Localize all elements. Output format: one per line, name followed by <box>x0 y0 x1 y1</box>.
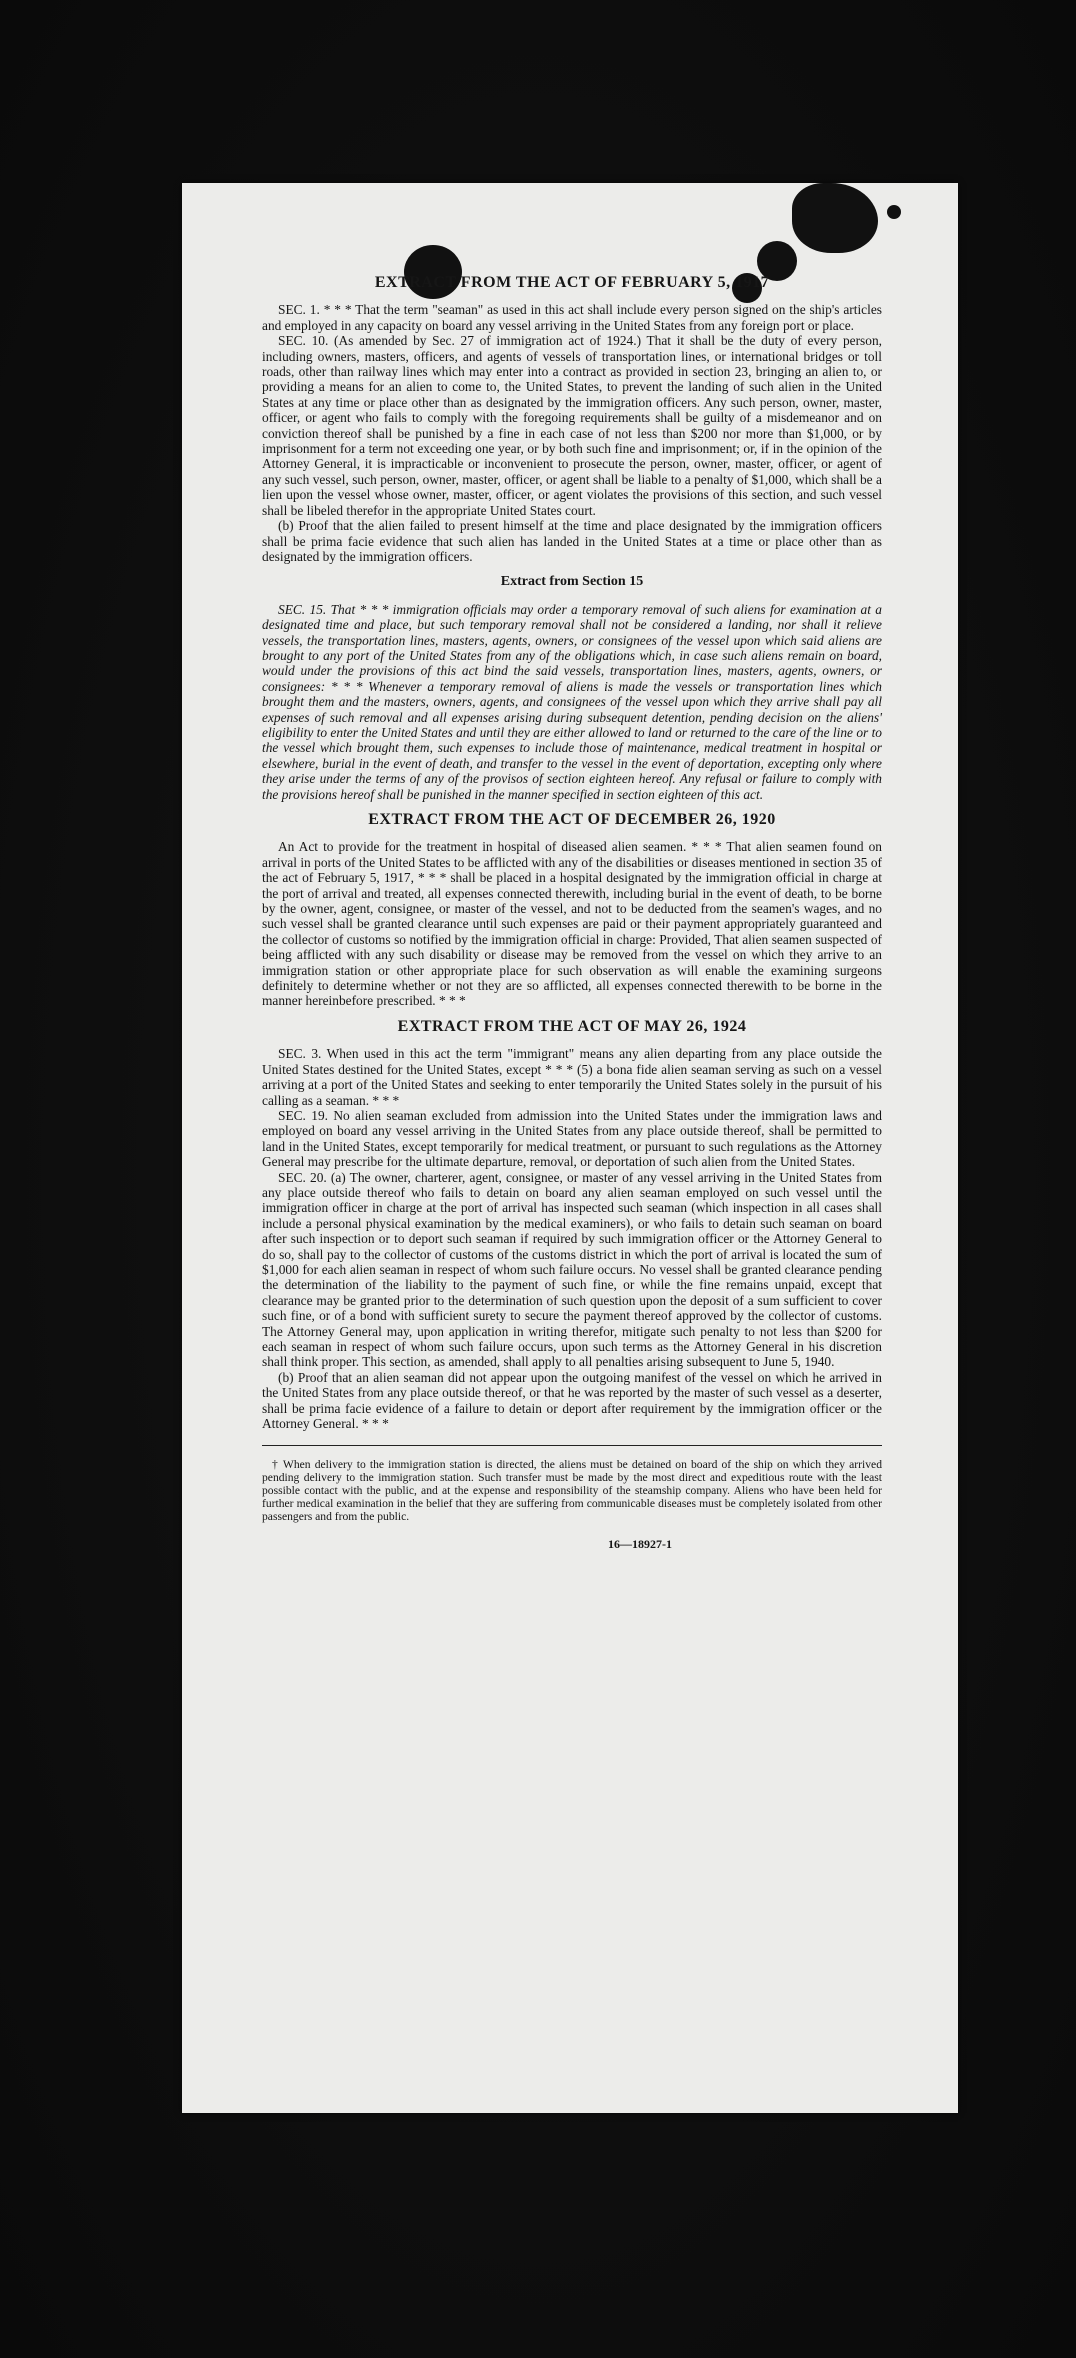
heading-act-1920: EXTRACT FROM THE ACT OF DECEMBER 26, 1920 <box>368 811 776 828</box>
document-body <box>262 265 882 1552</box>
section-10: SEC. 10. (As amended by Sec. 27 of immigration act of 1924.) That it shall be the duty of every person, including owners, masters, officers, and agents of vessels of transportation lines, or international bridges or toll roads, other than railway lines which may enter into a contract as provided in section 23, bringing an alien to, or providing a means for an alien to come to, the United States, to prevent the landing of such alien in the United States at any time or place other than as designated by the immigration officers. Any such person, owner, master, officer, or agent who fails to comply with the foregoing requirements shall be guilty of a misdemeanor and on conviction thereof shall be punished by a fine in each case of not less than $200 nor more than $1,000, or by imprisonment for a term not exceeding one year, or by both such fine and imprisonment; or, if in the opinion of the Attorney General, it is impracticable or inconvenient to prosecute the person, owner, master, officer, or agent of any such vessel, such person, owner, master, officer, or agent shall be liable to a penalty of $1,000, which shall be a lien upon the vessel whose owner, master, officer, or agent violates the provisions of this section, and such vessel shall be libeled therefor in the appropriate United States court. <box>262 333 882 518</box>
section-1: SEC. 1. * * * That the term "seaman" as used in this act shall include every person signed on the ship's articles and employed in any capacity on board any vessel arriving in the United States from any foreign port or place. <box>262 302 882 333</box>
section-20-b: (b) Proof that an alien seaman did not appear upon the outgoing manifest of the vessel on which he arrived in the United States from any place outside thereof, or that he was reported by the master of such vessel as a deserter, shall be prima facie evidence of a failure to detain or deport after requirement by the immigration officer or the Attorney General. * * * <box>262 1369 882 1432</box>
section-20: SEC. 20. (a) The owner, charterer, agent, consignee, or master of any vessel arriving in the United States from any place outside thereof who fails to detain on board any alien seaman employed on such vessel until the immigration officer in charge at the port of arrival has inspected such seaman (which inspection in all cases shall include a personal physical examination by the medical examiners), or who fails to detain such seaman on board after such inspection or to deport such seaman if required by such immigration officer or the Attorney General to do so, shall pay to the collector of customs of the customs district in which the port of arrival is located the sum of $1,000 for each alien seaman in respect of whom such failure occurs. No vessel shall be granted clearance pending the determination of the liability to the payment of such fine, or while the fine remains unpaid, except that clearance may be granted prior to the determination of such question upon the deposit of a sum sufficient to cover such fine, or of a bond with sufficient surety to secure the payment thereof approved by the collector of customs. The Attorney General may, upon application in writing therefor, mitigate such penalty to not less than $200 for each seaman in respect of whom such failure occurs, upon such terms as the Attorney General in his discretion shall think proper. This section, as amended, shall apply to all penalties arising subsequent to June 5, 1940. <box>262 1169 882 1370</box>
form-number: 16—18927-1 <box>608 1537 672 1552</box>
ink-blot-mark <box>792 183 878 253</box>
document-page <box>182 183 958 2113</box>
heading-act-1917: EXTRACT FROM THE ACT OF FEBRUARY 5, 1917 <box>374 274 770 291</box>
ink-blot-mark <box>887 205 901 219</box>
section-15: SEC. 15. That * * * immigration officials may order a temporary removal of such aliens for examination at a designated time and place, but such temporary removal shall not be considered a landing, nor shall it relieve vessels, the transportation lines, masters, agents, owners, or consignees of the vessel upon which said aliens are brought to any port of the United States from any of the obligations which, in case such aliens remain on board, would under the provisions of this act bind the said vessels, transportation lines, masters, agents, owners, or consignees: * * * Whenever a temporary removal of aliens is made the vessels or transportation lines which brought them and the masters, owners, agents, and consignees of the vessel upon which they arrive shall pay all expenses of such removal and all expenses arising during subsequent detention, pending decision on the aliens' eligibility to enter the United States and until they are either allowed to land or returned to the care of the line or to the vessel which brought them, such expenses to include those of maintenance, medical treatment in hospital or elsewhere, burial in the event of death, and transfer to the vessel in the event of deportation, excepting only where they arise under the terms of any of the provisos of section eighteen hereof. Any refusal or failure to comply with the provisions hereof shall be punished in the manner specified in section eighteen of this act. <box>262 601 882 802</box>
section-10-b: (b) Proof that the alien failed to present himself at the time and place designated by the immigration officers shall be prima facie evidence that such alien has landed in the United States at a time or place other than as designated by the immigration officers. <box>262 518 882 564</box>
subheading-section-15: Extract from Section 15 <box>500 574 644 590</box>
heading-act-1924: EXTRACT FROM THE ACT OF MAY 26, 1924 <box>397 1017 747 1035</box>
footnote: † When delivery to the immigration station is directed, the aliens must be detained on board of the ship on which they arrived pending delivery to the immigration station. Such transfer must be made by the most direct and expeditious route with the least possible contact with the public, and at the expense and responsibility of the steamship company. Aliens who have been held for further medical examination in the belief that they are suffering from communicable diseases must be completely isolated from other passengers and from the public. <box>262 1458 882 1524</box>
act-1920-text: An Act to provide for the treatment in hospital of diseased alien seamen. * * * That alien seamen found on arrival in ports of the United States to be afflicted with any of the disabilities or diseases mentioned in section 35 of the act of February 5, 1917, * * * shall be placed in a hospital designated by the immigration official in charge at the port of arrival and treated, all expenses connected therewith, including burial in the event of death, to be borne by the owner, agent, consignee, or master of the vessel, and not to be deducted from the seamen's wages, and no such vessel shall be granted clearance until such expenses are paid or their payment appropriately guaranteed and the collector of customs so notified by the immigration official in charge: Provided, That alien seamen suspected of being afflicted with any such disability or disease may be removed from the vessel on which they arrive to an immigration station or other appropriate place for such observation as will enable the examining surgeons definitely to determine whether or not they are so afflicted, all expenses connected therewith to be borne in the manner hereinbefore prescribed. * * * <box>262 839 882 1009</box>
section-3: SEC. 3. When used in this act the term "immigrant" means any alien departing from any place outside the United States destined for the United States, except * * * (5) a bona fide alien seaman serving as such on a vessel arriving at a port of the United States and seeking to enter temporarily the United States solely in the pursuit of his calling as a seaman. * * * <box>262 1046 882 1108</box>
section-19: SEC. 19. No alien seaman excluded from admission into the United States under the immigration laws and employed on board any vessel arriving in the United States from any place outside thereof, shall be permitted to land in the United States, except temporarily for medical treatment, or pursuant to such regulations as the Attorney General may prescribe for the ultimate departure, removal, or deportation of such alien from the United States. <box>262 1107 882 1170</box>
footnote-divider <box>262 1445 882 1446</box>
